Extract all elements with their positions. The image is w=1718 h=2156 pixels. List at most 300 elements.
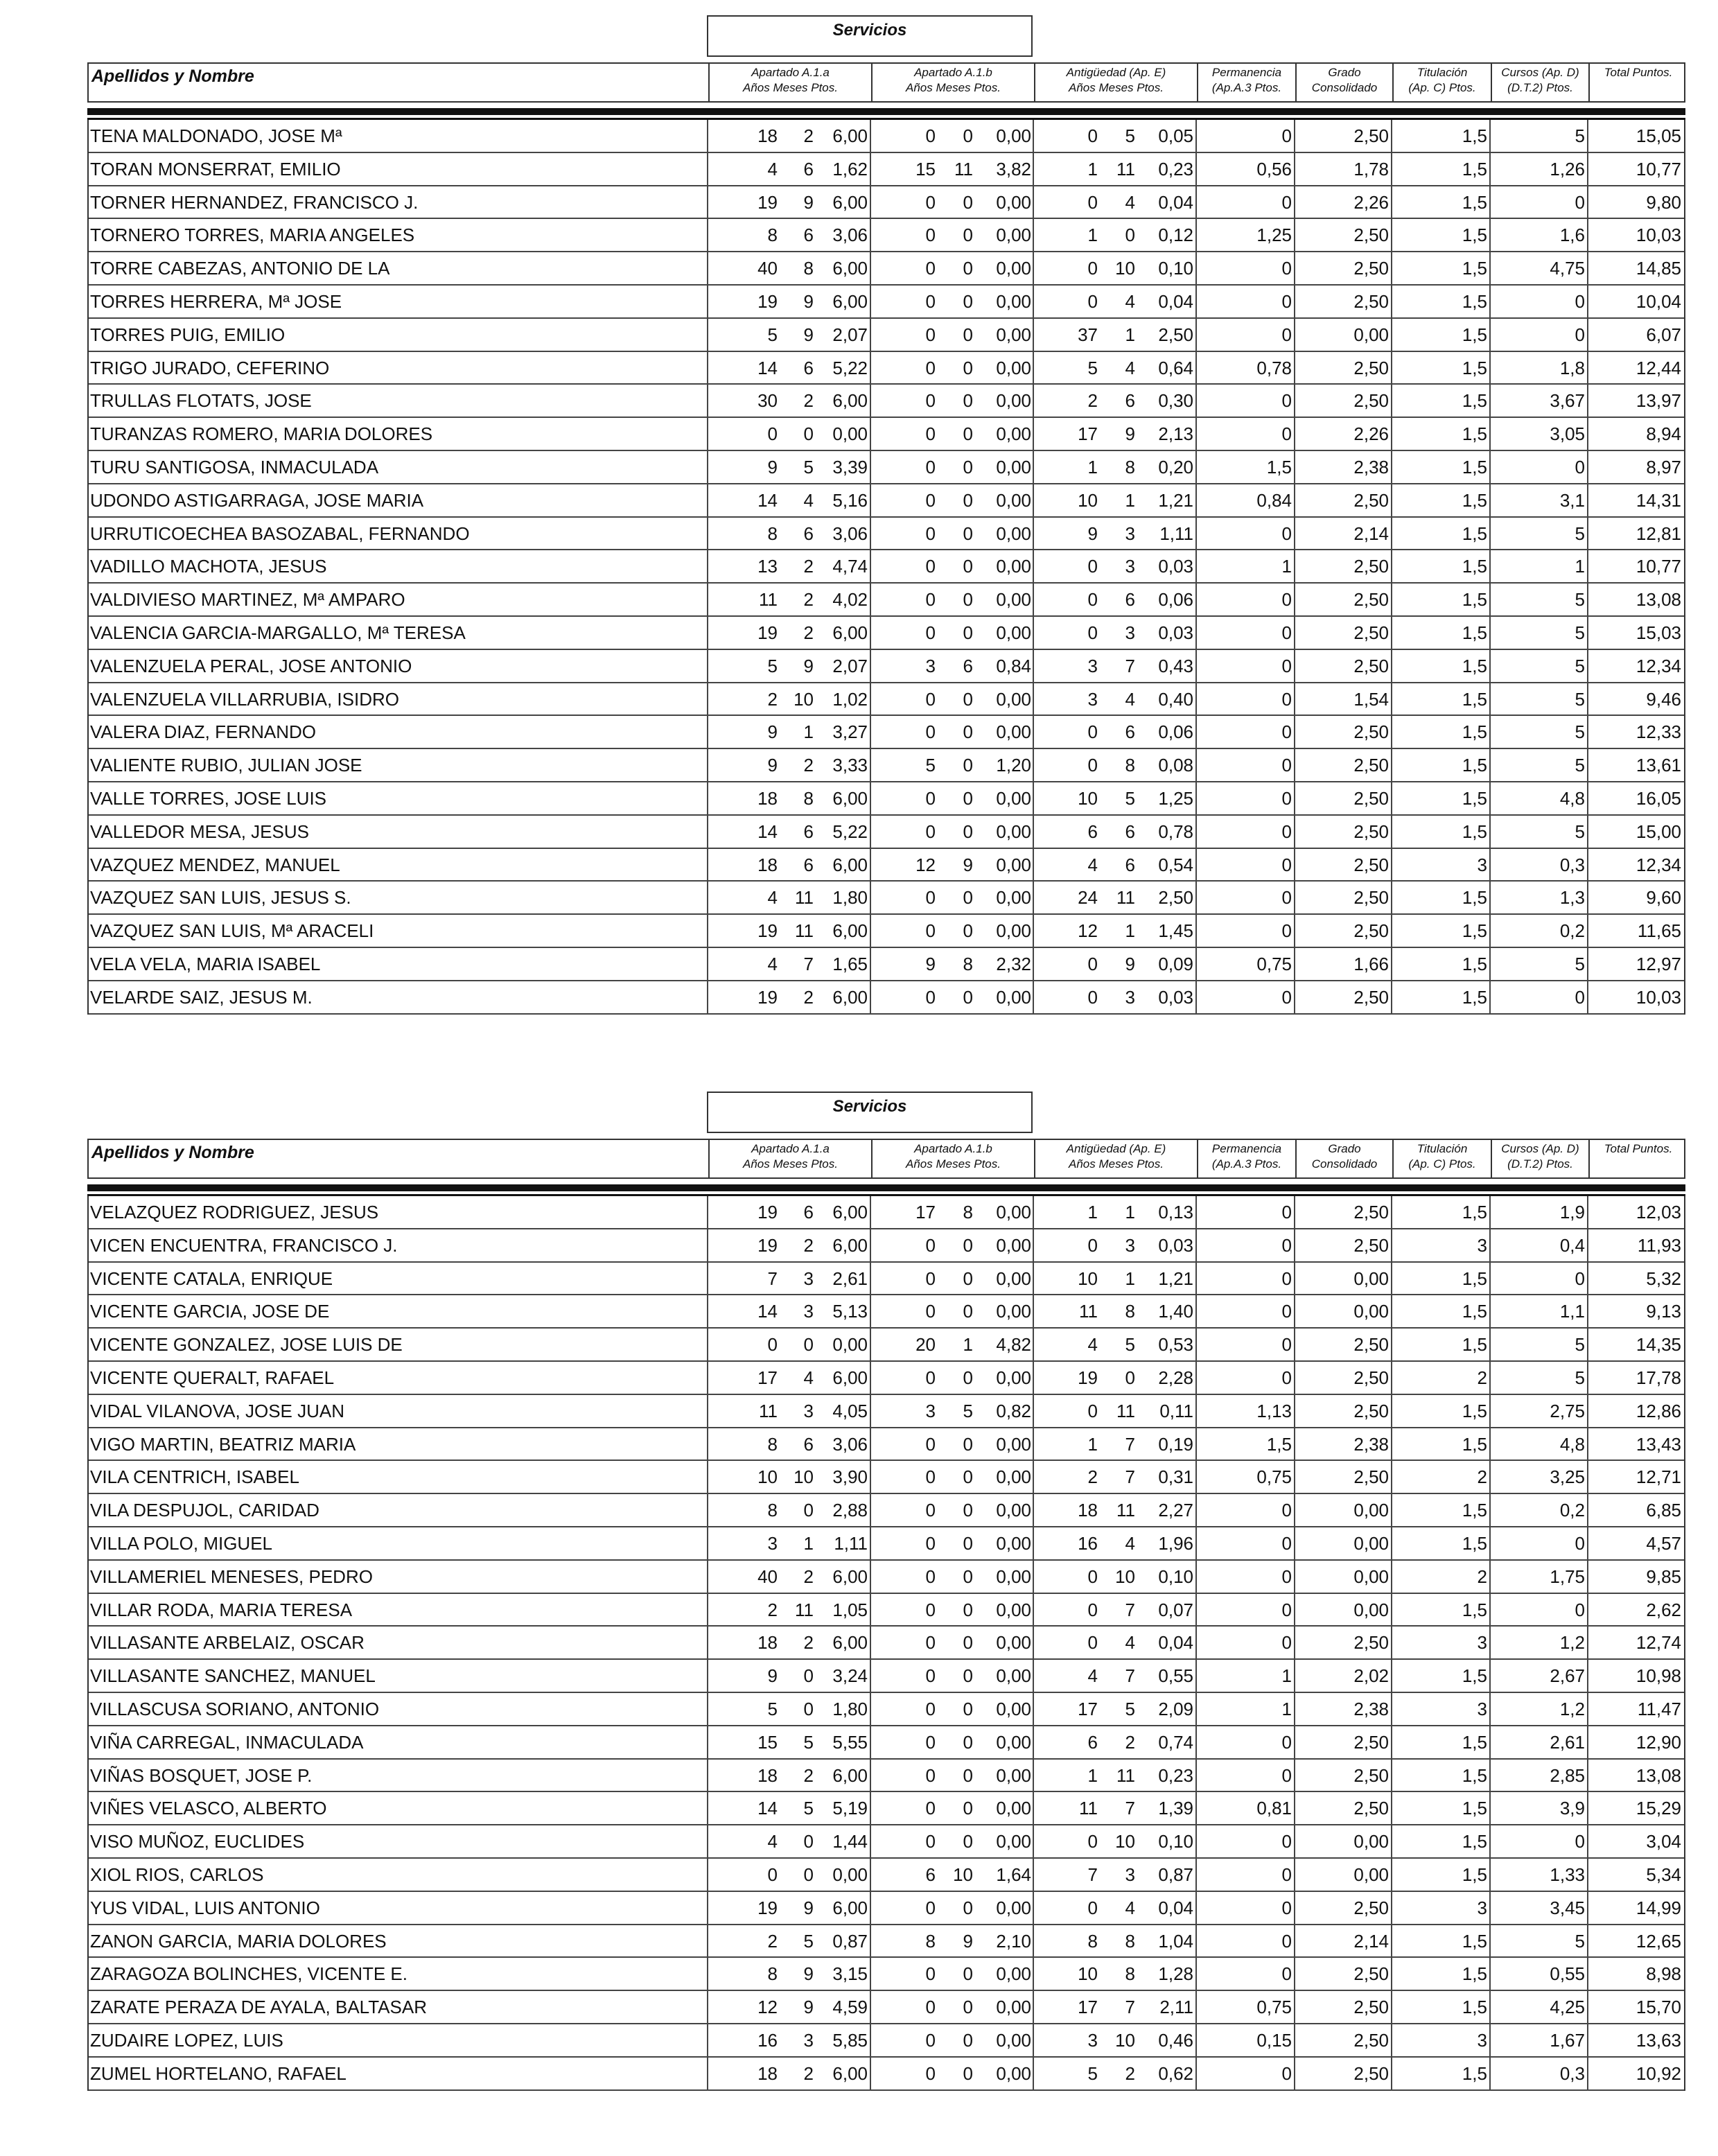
cell-antig-anios: 1 [1087,158,1098,179]
cell-a1b-anios: 15 [915,158,936,179]
cell-a1a-anios: 18 [757,2062,778,2084]
cell-a1b-meses: 11 [954,158,973,179]
cell-cursos: 5 [1575,523,1585,544]
cell-antig-meses: 10 [1115,2029,1135,2051]
cell-a1a-anios: 18 [757,787,778,809]
cell-cursos: 1,33 [1550,1864,1585,1885]
cell-antig-ptos: 0,03 [1158,556,1193,577]
cell-a1b-meses: 0 [963,787,973,809]
header-rule-thick [87,1184,1685,1191]
cell-grado: 2,14 [1353,1930,1389,1952]
cell-a1a-meses: 9 [803,324,814,345]
cell-name: VILLASCUSA SORIANO, ANTONIO [90,1698,380,1719]
cell-titulacion: 1,5 [1462,920,1487,942]
cell-a1b-ptos: 0,00 [996,324,1031,345]
cell-cursos: 1,67 [1550,2029,1585,2051]
cell-a1b-anios: 0 [925,986,936,1008]
cell-a1b-meses: 0 [963,456,973,477]
cell-total: 5,32 [1646,1268,1681,1289]
cell-cursos: 5 [1575,688,1585,710]
cell-a1b-anios: 0 [925,556,936,577]
cell-titulacion: 3 [1477,1698,1487,1719]
cell-antig-ptos: 0,10 [1158,258,1193,279]
cell-a1a-meses: 3 [803,1301,814,1322]
cell-a1a-meses: 0 [803,1698,814,1719]
cell-antig-anios: 0 [1087,1599,1098,1620]
cell-antig-anios: 16 [1078,1532,1098,1554]
cell-total: 15,05 [1636,125,1681,146]
cell-a1a-ptos: 6,00 [832,258,868,279]
cell-grado: 0,00 [1353,1831,1389,1852]
cell-a1a-meses: 5 [803,456,814,477]
cell-a1b-ptos: 0,00 [996,887,1031,909]
cell-a1a-meses: 1 [803,1532,814,1554]
cell-name: VIÑA CARREGAL, INMACULADA [90,1731,364,1753]
cell-a1a-ptos: 4,05 [832,1400,868,1421]
cell-cursos: 5 [1575,589,1585,611]
cell-antig-anios: 19 [1078,1367,1098,1388]
cell-permanencia: 0 [1281,324,1292,345]
cell-a1b-anios: 0 [925,1831,936,1852]
cell-a1a-anios: 8 [767,523,778,544]
cell-total: 17,78 [1636,1367,1681,1388]
cell-a1b-ptos: 0,00 [996,1500,1031,1521]
cell-antig-anios: 18 [1078,1500,1098,1521]
cell-a1b-anios: 0 [925,523,936,544]
table-row [89,849,1684,882]
cell-a1a-ptos: 6,00 [832,1764,868,1786]
cell-name: TRIGO JURADO, CEFERINO [90,357,330,378]
cell-a1a-meses: 0 [803,423,814,445]
cell-antig-anios: 5 [1087,357,1098,378]
cell-total: 8,94 [1646,423,1681,445]
cell-antig-meses: 0 [1125,225,1135,246]
cell-antig-ptos: 2,27 [1158,1500,1193,1521]
cell-total: 9,60 [1646,887,1681,909]
cell-name: VICENTE GONZALEZ, JOSE LUIS DE [90,1334,403,1356]
cell-a1b-ptos: 0,00 [996,721,1031,743]
cell-antig-ptos: 0,09 [1158,953,1193,974]
cell-antig-anios: 0 [1087,290,1098,312]
cell-antig-ptos: 0,46 [1158,2029,1193,2051]
cell-cursos: 2,75 [1550,1400,1585,1421]
table-row [89,1229,1684,1263]
cell-a1b-ptos: 4,82 [996,1334,1031,1356]
cell-titulacion: 1,5 [1462,125,1487,146]
cell-a1a-meses: 2 [803,1764,814,1786]
cell-a1a-anios: 18 [757,125,778,146]
cell-a1a-ptos: 6,00 [832,622,868,643]
cell-a1b-anios: 0 [925,1367,936,1388]
cell-antig-meses: 3 [1125,523,1135,544]
cell-a1b-ptos: 0,82 [996,1400,1031,1421]
table-row [89,1825,1684,1859]
cell-a1a-anios: 0 [767,1864,778,1885]
cell-a1b-meses: 0 [963,1698,973,1719]
cell-total: 2,62 [1646,1599,1681,1620]
cell-name: VAZQUEZ SAN LUIS, Mª ARACELI [90,920,374,942]
cell-a1b-meses: 0 [963,688,973,710]
cell-a1b-anios: 5 [925,755,936,776]
cell-antig-ptos: 0,03 [1158,622,1193,643]
cell-a1a-meses: 3 [803,1400,814,1421]
cell-titulacion: 1,5 [1462,1930,1487,1952]
cell-name: XIOL RIOS, CARLOS [90,1864,264,1885]
cell-a1b-meses: 0 [963,1963,973,1985]
cell-titulacion: 3 [1477,2029,1487,2051]
cell-antig-anios: 0 [1087,125,1098,146]
cell-antig-anios: 8 [1087,1930,1098,1952]
cell-name: VILA DESPUJOL, CARIDAD [90,1500,319,1521]
table-row [89,550,1684,584]
cell-a1a-meses: 6 [803,854,814,875]
cell-antig-meses: 1 [1125,324,1135,345]
cell-name: TURANZAS ROMERO, MARIA DOLORES [90,423,433,445]
cell-a1a-meses: 6 [803,225,814,246]
cell-antig-ptos: 0,04 [1158,1897,1193,1918]
cell-antig-ptos: 1,21 [1158,489,1193,511]
cell-titulacion: 1,5 [1462,1301,1487,1322]
cell-titulacion: 1,5 [1462,158,1487,179]
table-row [89,1660,1684,1693]
cell-a1a-ptos: 5,85 [832,2029,868,2051]
table-row [89,1295,1684,1329]
cell-antig-meses: 4 [1125,1632,1135,1654]
cell-total: 6,85 [1646,1500,1681,1521]
cell-grado: 2,50 [1353,357,1389,378]
cell-a1b-anios: 0 [925,589,936,611]
cell-a1a-anios: 14 [757,489,778,511]
cell-permanencia: 0 [1281,191,1292,213]
cell-titulacion: 1,5 [1462,1798,1487,1819]
header-cursos: Cursos (Ap. D) (D.T.2) Ptos. [1491,1140,1588,1177]
cell-a1a-meses: 2 [803,2062,814,2084]
header-titulacion: Titulación (Ap. C) Ptos. [1392,1140,1491,1177]
cell-antig-meses: 8 [1125,456,1135,477]
cell-antig-ptos: 1,39 [1158,1798,1193,1819]
cell-antig-anios: 0 [1087,1632,1098,1654]
cell-cursos: 3,45 [1550,1897,1585,1918]
cell-a1a-meses: 6 [803,1433,814,1455]
cell-a1a-anios: 14 [757,1301,778,1322]
table-row [89,1627,1684,1660]
cell-total: 12,65 [1636,1930,1681,1952]
cell-permanencia: 0 [1281,986,1292,1008]
cell-cursos: 4,8 [1559,1433,1585,1455]
cell-permanencia: 0 [1281,920,1292,942]
cell-antig-anios: 37 [1078,324,1098,345]
cell-a1b-ptos: 0,00 [996,1997,1031,2018]
cell-a1b-anios: 9 [925,953,936,974]
cell-cursos: 0 [1575,290,1585,312]
cell-titulacion: 1,5 [1462,688,1487,710]
cell-a1a-ptos: 6,00 [832,854,868,875]
cell-a1a-meses: 0 [803,1831,814,1852]
cell-permanencia: 1,13 [1256,1400,1292,1421]
cell-grado: 2,50 [1353,920,1389,942]
cell-grado: 2,50 [1353,556,1389,577]
cell-a1b-anios: 8 [925,1930,936,1952]
cell-total: 12,03 [1636,1202,1681,1222]
cell-total: 14,85 [1636,258,1681,279]
table-row [89,186,1684,220]
cell-a1a-ptos: 2,07 [832,324,868,345]
cell-total: 8,97 [1646,456,1681,477]
cell-antig-ptos: 0,30 [1158,390,1193,412]
cell-a1a-anios: 11 [759,1400,778,1421]
cell-antig-ptos: 0,10 [1158,1566,1193,1587]
table-row [89,219,1684,252]
cell-titulacion: 1,5 [1462,986,1487,1008]
cell-antig-meses: 9 [1125,423,1135,445]
cell-antig-meses: 1 [1125,1202,1135,1222]
cell-antig-meses: 11 [1116,887,1135,909]
cell-a1a-ptos: 1,44 [832,1831,868,1852]
cell-cursos: 5 [1575,1367,1585,1388]
cell-name: VIDAL VILANOVA, JOSE JUAN [90,1400,344,1421]
cell-a1b-ptos: 0,00 [996,423,1031,445]
cell-titulacion: 1,5 [1462,2062,1487,2084]
cell-antig-anios: 3 [1087,688,1098,710]
cell-antig-anios: 0 [1087,953,1098,974]
cell-a1a-meses: 2 [803,622,814,643]
cell-a1a-ptos: 1,05 [832,1599,868,1620]
cell-a1a-meses: 6 [803,1202,814,1222]
cell-a1b-meses: 0 [963,390,973,412]
cell-a1a-anios: 8 [767,1500,778,1521]
cell-permanencia: 0 [1281,755,1292,776]
cell-a1b-anios: 0 [925,1632,936,1654]
cell-a1b-anios: 0 [925,225,936,246]
cell-a1b-anios: 0 [925,1466,936,1488]
table-row [89,1991,1684,2024]
cell-antig-anios: 12 [1078,920,1098,942]
cell-antig-ptos: 0,10 [1158,1831,1193,1852]
cell-a1a-ptos: 6,00 [832,920,868,942]
cell-antig-meses: 8 [1125,1930,1135,1952]
cell-a1a-ptos: 0,00 [832,423,868,445]
header-rule-thick [87,108,1685,115]
cell-antig-ptos: 1,96 [1158,1532,1193,1554]
cell-grado: 0,00 [1353,1500,1389,1521]
cell-a1b-anios: 0 [925,1500,936,1521]
cell-permanencia: 0 [1281,1532,1292,1554]
cell-a1a-anios: 11 [759,589,778,611]
cell-a1a-anios: 8 [767,1963,778,1985]
cell-name: YUS VIDAL, LUIS ANTONIO [90,1897,320,1918]
cell-permanencia: 0,75 [1256,1997,1292,2018]
cell-a1a-meses: 0 [803,1500,814,1521]
cell-a1a-meses: 9 [803,290,814,312]
cell-name: TORNER HERNANDEZ, FRANCISCO J. [90,191,419,213]
cell-antig-ptos: 0,08 [1158,755,1193,776]
cell-antig-ptos: 0,43 [1158,655,1193,676]
cell-a1a-anios: 5 [767,655,778,676]
cell-a1a-ptos: 0,00 [832,1334,868,1356]
cell-titulacion: 1,5 [1462,423,1487,445]
header-apartado-a1a: Apartado A.1.a Años Meses Ptos. [708,1140,871,1177]
cell-a1a-ptos: 4,59 [832,1997,868,2018]
cell-antig-ptos: 0,78 [1158,821,1193,842]
cell-titulacion: 1,5 [1462,953,1487,974]
cell-a1a-ptos: 5,16 [832,489,868,511]
cell-antig-meses: 7 [1125,1599,1135,1620]
cell-a1a-ptos: 3,06 [832,225,868,246]
cell-a1a-ptos: 3,24 [832,1665,868,1687]
cell-a1b-ptos: 3,82 [996,158,1031,179]
cell-a1b-meses: 0 [963,1268,973,1289]
cell-a1a-meses: 0 [803,1334,814,1356]
cell-a1a-ptos: 2,61 [832,1268,868,1289]
cell-a1a-ptos: 5,22 [832,821,868,842]
cell-a1b-anios: 0 [925,290,936,312]
cell-grado: 2,50 [1353,854,1389,875]
cell-a1b-ptos: 0,00 [996,125,1031,146]
cell-name: VILLASANTE SANCHEZ, MANUEL [90,1665,376,1687]
cell-name: VIÑES VELASCO, ALBERTO [90,1798,327,1819]
cell-a1a-anios: 19 [757,1897,778,1918]
cell-antig-anios: 0 [1087,1400,1098,1421]
cell-a1a-meses: 6 [803,357,814,378]
table-row [89,1760,1684,1793]
cell-antig-ptos: 2,09 [1158,1698,1193,1719]
cell-antig-meses: 8 [1125,755,1135,776]
cell-antig-meses: 1 [1125,920,1135,942]
cell-a1b-ptos: 0,00 [996,1897,1031,1918]
cell-grado: 2,50 [1353,1997,1389,2018]
cell-a1a-meses: 4 [803,489,814,511]
cell-cursos: 3,1 [1559,489,1585,511]
cell-a1b-meses: 0 [963,986,973,1008]
cell-permanencia: 0 [1281,1599,1292,1620]
header-name: Apellidos y Nombre [91,67,254,86]
cell-grado: 1,66 [1353,953,1389,974]
cell-cursos: 4,75 [1550,258,1585,279]
cell-antig-ptos: 1,25 [1158,787,1193,809]
cell-a1a-meses: 3 [803,2029,814,2051]
cell-antig-anios: 1 [1087,1433,1098,1455]
cell-permanencia: 0 [1281,1334,1292,1356]
cell-titulacion: 1,5 [1462,489,1487,511]
cell-grado: 2,50 [1353,1963,1389,1985]
table-row [89,1527,1684,1561]
cell-a1b-anios: 0 [925,2062,936,2084]
cell-a1a-anios: 19 [757,1234,778,1256]
cell-a1a-meses: 8 [803,258,814,279]
cell-a1a-ptos: 3,15 [832,1963,868,1985]
cell-a1a-ptos: 3,90 [832,1466,868,1488]
cell-grado: 2,50 [1353,755,1389,776]
cell-a1b-ptos: 0,00 [996,489,1031,511]
cell-a1a-meses: 2 [803,589,814,611]
cell-antig-ptos: 0,87 [1158,1864,1193,1885]
cell-total: 12,97 [1636,953,1681,974]
table-row [89,716,1684,749]
cell-a1a-anios: 5 [767,1698,778,1719]
cell-antig-ptos: 2,50 [1158,324,1193,345]
cell-a1a-anios: 14 [757,357,778,378]
cell-a1a-meses: 11 [795,920,814,942]
cell-permanencia: 0 [1281,1367,1292,1388]
cell-permanencia: 0 [1281,1764,1292,1786]
cell-name: VALLE TORRES, JOSE LUIS [90,787,327,809]
cell-name: ZARATE PERAZA DE AYALA, BALTASAR [90,1997,427,2018]
cell-a1b-meses: 0 [963,1764,973,1786]
cell-titulacion: 3 [1477,854,1487,875]
cell-total: 10,98 [1636,1665,1681,1687]
cell-total: 10,04 [1636,290,1681,312]
table-row [89,1594,1684,1627]
cell-antig-ptos: 0,53 [1158,1334,1193,1356]
cell-antig-ptos: 0,12 [1158,225,1193,246]
cell-permanencia: 0 [1281,655,1292,676]
cell-a1a-anios: 30 [757,390,778,412]
cell-a1b-ptos: 0,00 [996,1433,1031,1455]
header-cursos: Cursos (Ap. D) (D.T.2) Ptos. [1491,64,1588,101]
cell-a1b-meses: 0 [963,2062,973,2084]
cell-a1b-ptos: 0,00 [996,523,1031,544]
cell-a1b-ptos: 0,00 [996,1831,1031,1852]
cell-titulacion: 1,5 [1462,622,1487,643]
cell-a1a-ptos: 1,62 [832,158,868,179]
table-row [89,1958,1684,1991]
cell-antig-anios: 4 [1087,1665,1098,1687]
cell-a1a-anios: 9 [767,755,778,776]
table-row [89,683,1684,717]
cell-cursos: 0,3 [1559,854,1585,875]
cell-titulacion: 1,5 [1462,655,1487,676]
cell-name: VALENCIA GARCIA-MARGALLO, Mª TERESA [90,622,466,643]
cell-a1b-meses: 0 [963,1897,973,1918]
cell-grado: 2,50 [1353,1897,1389,1918]
cell-a1b-meses: 0 [963,125,973,146]
table-header [87,1139,1685,1179]
cell-cursos: 5 [1575,821,1585,842]
cell-a1b-meses: 0 [963,1731,973,1753]
cell-a1b-meses: 9 [963,1930,973,1952]
cell-grado: 0,00 [1353,324,1389,345]
cell-permanencia: 0 [1281,1930,1292,1952]
cell-a1b-anios: 0 [925,1532,936,1554]
cell-cursos: 3,25 [1550,1466,1585,1488]
cell-permanencia: 0,81 [1256,1798,1292,1819]
cell-antig-meses: 6 [1125,390,1135,412]
cell-cursos: 5 [1575,1930,1585,1952]
cell-a1b-meses: 0 [963,489,973,511]
cell-cursos: 0 [1575,986,1585,1008]
cell-cursos: 3,05 [1550,423,1585,445]
cell-titulacion: 1,5 [1462,390,1487,412]
cell-grado: 0,00 [1353,1268,1389,1289]
cell-a1b-ptos: 0,00 [996,1466,1031,1488]
cell-grado: 2,02 [1353,1665,1389,1687]
cell-antig-anios: 6 [1087,1731,1098,1753]
cell-total: 10,77 [1636,158,1681,179]
cell-name: TENA MALDONADO, JOSE Mª [90,125,342,146]
cell-permanencia: 0 [1281,1268,1292,1289]
cell-titulacion: 1,5 [1462,324,1487,345]
cell-a1a-anios: 5 [767,324,778,345]
cell-total: 15,29 [1636,1798,1681,1819]
cell-a1a-ptos: 1,11 [834,1532,868,1554]
cell-a1a-ptos: 2,07 [832,655,868,676]
table-row [89,1263,1684,1296]
cell-a1a-ptos: 6,00 [832,125,868,146]
cell-name: VICENTE CATALA, ENRIQUE [90,1268,333,1289]
cell-grado: 2,50 [1353,821,1389,842]
cell-antig-ptos: 1,28 [1158,1963,1193,1985]
cell-antig-meses: 11 [1116,158,1135,179]
